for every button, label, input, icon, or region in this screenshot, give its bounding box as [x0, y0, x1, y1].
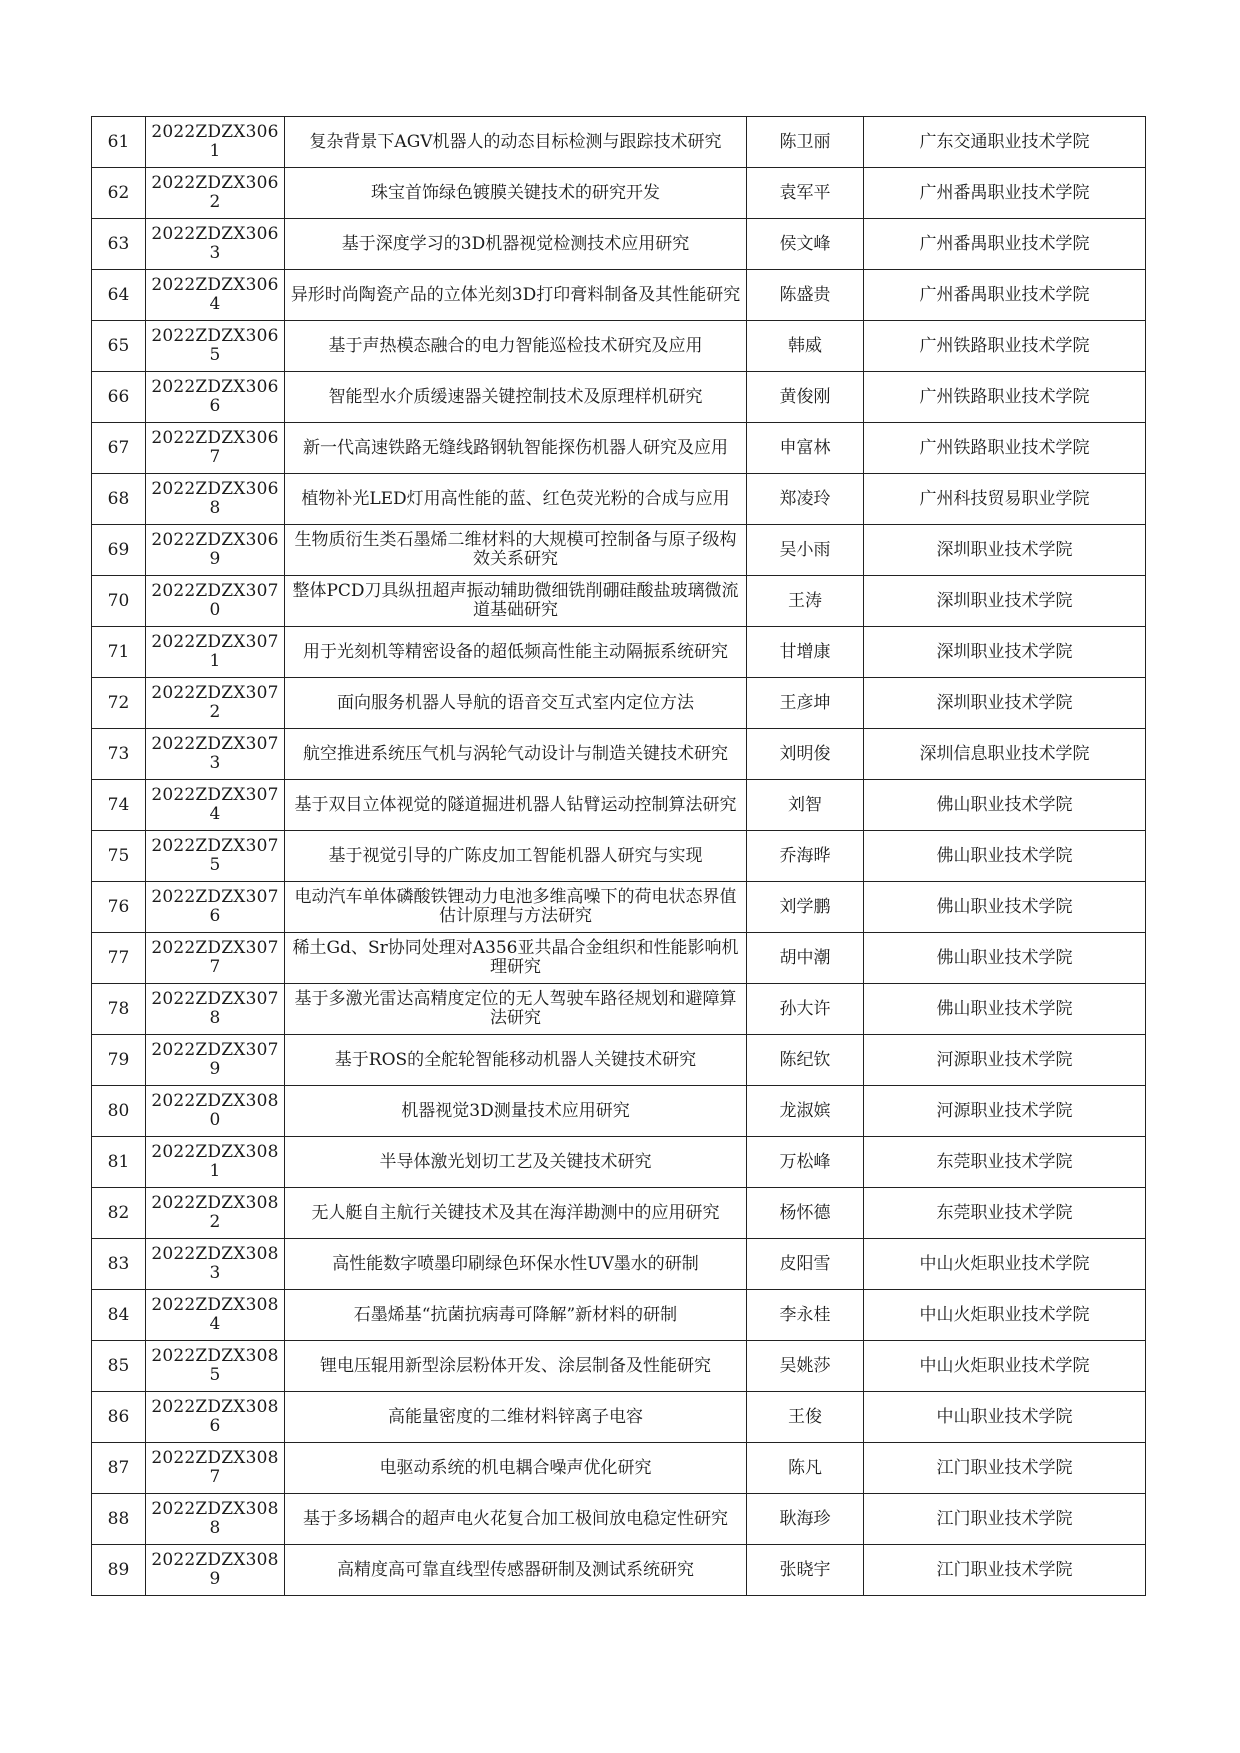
project-leader-cell: 刘智: [747, 780, 864, 831]
project-leader-cell: 孙大许: [747, 984, 864, 1035]
project-code-cell: 2022ZDZX3088: [146, 1494, 285, 1545]
table-row: [92, 1545, 1146, 1596]
institution-cell: 中山职业技术学院: [864, 1392, 1146, 1443]
institution-cell: 广州科技贸易职业学院: [864, 474, 1146, 525]
project-code-cell: 2022ZDZX3084: [146, 1290, 285, 1341]
institution-cell: 广州番禺职业技术学院: [864, 219, 1146, 270]
institution-cell: 东莞职业技术学院: [864, 1137, 1146, 1188]
table-row: [92, 1239, 1146, 1290]
table-row: [92, 984, 1146, 1035]
project-leader-cell: 陈凡: [747, 1443, 864, 1494]
project-leader-cell: 王俊: [747, 1392, 864, 1443]
institution-cell: 河源职业技术学院: [864, 1035, 1146, 1086]
project-title-cell: 电驱动系统的机电耦合噪声优化研究: [285, 1443, 747, 1494]
serial-number-cell: 75: [92, 831, 146, 882]
institution-cell: 深圳信息职业技术学院: [864, 729, 1146, 780]
project-title-cell: 植物补光LED灯用高性能的蓝、红色荧光粉的合成与应用: [285, 474, 747, 525]
table-row: [92, 1290, 1146, 1341]
serial-number-cell: 88: [92, 1494, 146, 1545]
project-title-cell: 机器视觉3D测量技术应用研究: [285, 1086, 747, 1137]
table-row: [92, 270, 1146, 321]
project-code-cell: 2022ZDZX3087: [146, 1443, 285, 1494]
serial-number-cell: 70: [92, 576, 146, 627]
table-row: [92, 423, 1146, 474]
project-leader-cell: 龙淑嫔: [747, 1086, 864, 1137]
institution-cell: 佛山职业技术学院: [864, 933, 1146, 984]
project-leader-cell: 王涛: [747, 576, 864, 627]
table-row: [92, 1035, 1146, 1086]
serial-number-cell: 77: [92, 933, 146, 984]
table-row: [92, 882, 1146, 933]
project-title-cell: 锂电压辊用新型涂层粉体开发、涂层制备及性能研究: [285, 1341, 747, 1392]
table-row: [92, 474, 1146, 525]
institution-cell: 佛山职业技术学院: [864, 984, 1146, 1035]
table-row: [92, 678, 1146, 729]
serial-number-cell: 66: [92, 372, 146, 423]
serial-number-cell: 79: [92, 1035, 146, 1086]
project-title-cell: 基于深度学习的3D机器视觉检测技术应用研究: [285, 219, 747, 270]
project-title-cell: 基于视觉引导的广陈皮加工智能机器人研究与实现: [285, 831, 747, 882]
serial-number-cell: 81: [92, 1137, 146, 1188]
project-code-cell: 2022ZDZX3065: [146, 321, 285, 372]
institution-cell: 深圳职业技术学院: [864, 576, 1146, 627]
serial-number-cell: 74: [92, 780, 146, 831]
table-row: [92, 219, 1146, 270]
project-leader-cell: 刘学鹏: [747, 882, 864, 933]
serial-number-cell: 84: [92, 1290, 146, 1341]
project-title-cell: 复杂背景下AGV机器人的动态目标检测与跟踪技术研究: [285, 117, 747, 168]
project-title-cell: 基于声热模态融合的电力智能巡检技术研究及应用: [285, 321, 747, 372]
project-code-cell: 2022ZDZX3085: [146, 1341, 285, 1392]
project-leader-cell: 陈盛贵: [747, 270, 864, 321]
institution-cell: 深圳职业技术学院: [864, 525, 1146, 576]
project-title-cell: 面向服务机器人导航的语音交互式室内定位方法: [285, 678, 747, 729]
project-leader-cell: 韩威: [747, 321, 864, 372]
institution-cell: 广州铁路职业技术学院: [864, 423, 1146, 474]
project-leader-cell: 耿海珍: [747, 1494, 864, 1545]
serial-number-cell: 69: [92, 525, 146, 576]
project-leader-cell: 吴小雨: [747, 525, 864, 576]
project-leader-cell: 黄俊刚: [747, 372, 864, 423]
project-code-cell: 2022ZDZX3078: [146, 984, 285, 1035]
institution-cell: 广州铁路职业技术学院: [864, 372, 1146, 423]
project-leader-cell: 皮阳雪: [747, 1239, 864, 1290]
project-code-cell: 2022ZDZX3063: [146, 219, 285, 270]
project-table-body: [92, 117, 1146, 1596]
project-title-cell: 异形时尚陶瓷产品的立体光刻3D打印膏料制备及其性能研究: [285, 270, 747, 321]
institution-cell: 河源职业技术学院: [864, 1086, 1146, 1137]
table-row: [92, 525, 1146, 576]
institution-cell: 广州番禺职业技术学院: [864, 270, 1146, 321]
project-title-cell: 珠宝首饰绿色镀膜关键技术的研究开发: [285, 168, 747, 219]
institution-cell: 江门职业技术学院: [864, 1443, 1146, 1494]
institution-cell: 东莞职业技术学院: [864, 1188, 1146, 1239]
institution-cell: 深圳职业技术学院: [864, 678, 1146, 729]
table-row: [92, 1086, 1146, 1137]
project-title-cell: 半导体激光划切工艺及关键技术研究: [285, 1137, 747, 1188]
table-row: [92, 1494, 1146, 1545]
serial-number-cell: 63: [92, 219, 146, 270]
project-leader-cell: 侯文峰: [747, 219, 864, 270]
table-row: [92, 933, 1146, 984]
serial-number-cell: 80: [92, 1086, 146, 1137]
project-leader-cell: 吴姚莎: [747, 1341, 864, 1392]
table-row: [92, 1443, 1146, 1494]
project-code-cell: 2022ZDZX3076: [146, 882, 285, 933]
project-leader-cell: 申富林: [747, 423, 864, 474]
serial-number-cell: 71: [92, 627, 146, 678]
institution-cell: 深圳职业技术学院: [864, 627, 1146, 678]
project-title-cell: 生物质衍生类石墨烯二维材料的大规模可控制备与原子级构效关系研究: [285, 525, 747, 576]
project-code-cell: 2022ZDZX3066: [146, 372, 285, 423]
project-title-cell: 基于ROS的全舵轮智能移动机器人关键技术研究: [285, 1035, 747, 1086]
project-code-cell: 2022ZDZX3069: [146, 525, 285, 576]
document-page: [91, 116, 1145, 1596]
project-title-cell: 基于双目立体视觉的隧道掘进机器人钻臂运动控制算法研究: [285, 780, 747, 831]
project-title-cell: 基于多场耦合的超声电火花复合加工极间放电稳定性研究: [285, 1494, 747, 1545]
project-code-cell: 2022ZDZX3086: [146, 1392, 285, 1443]
project-code-cell: 2022ZDZX3074: [146, 780, 285, 831]
project-code-cell: 2022ZDZX3077: [146, 933, 285, 984]
project-code-cell: 2022ZDZX3075: [146, 831, 285, 882]
table-row: [92, 1137, 1146, 1188]
project-code-cell: 2022ZDZX3061: [146, 117, 285, 168]
serial-number-cell: 86: [92, 1392, 146, 1443]
project-title-cell: 智能型水介质缓速器关键控制技术及原理样机研究: [285, 372, 747, 423]
serial-number-cell: 78: [92, 984, 146, 1035]
serial-number-cell: 67: [92, 423, 146, 474]
project-code-cell: 2022ZDZX3079: [146, 1035, 285, 1086]
institution-cell: 广州番禺职业技术学院: [864, 168, 1146, 219]
table-row: [92, 372, 1146, 423]
serial-number-cell: 72: [92, 678, 146, 729]
institution-cell: 佛山职业技术学院: [864, 831, 1146, 882]
institution-cell: 江门职业技术学院: [864, 1545, 1146, 1596]
project-code-cell: 2022ZDZX3071: [146, 627, 285, 678]
project-code-cell: 2022ZDZX3062: [146, 168, 285, 219]
table-row: [92, 576, 1146, 627]
project-code-cell: 2022ZDZX3081: [146, 1137, 285, 1188]
institution-cell: 中山火炬职业技术学院: [864, 1290, 1146, 1341]
project-code-cell: 2022ZDZX3082: [146, 1188, 285, 1239]
project-title-cell: 电动汽车单体磷酸铁锂动力电池多维高噪下的荷电状态界值估计原理与方法研究: [285, 882, 747, 933]
project-code-cell: 2022ZDZX3080: [146, 1086, 285, 1137]
institution-cell: 中山火炬职业技术学院: [864, 1341, 1146, 1392]
project-code-cell: 2022ZDZX3070: [146, 576, 285, 627]
project-code-cell: 2022ZDZX3068: [146, 474, 285, 525]
table-row: [92, 1341, 1146, 1392]
institution-cell: 广东交通职业技术学院: [864, 117, 1146, 168]
serial-number-cell: 89: [92, 1545, 146, 1596]
table-row: [92, 168, 1146, 219]
project-leader-cell: 张晓宇: [747, 1545, 864, 1596]
project-code-cell: 2022ZDZX3067: [146, 423, 285, 474]
serial-number-cell: 61: [92, 117, 146, 168]
project-title-cell: 高精度高可靠直线型传感器研制及测试系统研究: [285, 1545, 747, 1596]
project-code-cell: 2022ZDZX3072: [146, 678, 285, 729]
project-leader-cell: 甘增康: [747, 627, 864, 678]
project-leader-cell: 万松峰: [747, 1137, 864, 1188]
project-code-cell: 2022ZDZX3083: [146, 1239, 285, 1290]
serial-number-cell: 87: [92, 1443, 146, 1494]
project-leader-cell: 胡中潮: [747, 933, 864, 984]
table-row: [92, 1392, 1146, 1443]
project-leader-cell: 陈纪钦: [747, 1035, 864, 1086]
institution-cell: 中山火炬职业技术学院: [864, 1239, 1146, 1290]
serial-number-cell: 82: [92, 1188, 146, 1239]
project-title-cell: 新一代高速铁路无缝线路钢轨智能探伤机器人研究及应用: [285, 423, 747, 474]
serial-number-cell: 68: [92, 474, 146, 525]
project-title-cell: 无人艇自主航行关键技术及其在海洋勘测中的应用研究: [285, 1188, 747, 1239]
project-title-cell: 整体PCD刀具纵扭超声振动辅助微细铣削硼硅酸盐玻璃微流道基础研究: [285, 576, 747, 627]
institution-cell: 佛山职业技术学院: [864, 882, 1146, 933]
serial-number-cell: 76: [92, 882, 146, 933]
institution-cell: 广州铁路职业技术学院: [864, 321, 1146, 372]
project-title-cell: 高能量密度的二维材料锌离子电容: [285, 1392, 747, 1443]
table-row: [92, 780, 1146, 831]
serial-number-cell: 62: [92, 168, 146, 219]
table-row: [92, 627, 1146, 678]
institution-cell: 佛山职业技术学院: [864, 780, 1146, 831]
table-row: [92, 729, 1146, 780]
project-leader-cell: 王彦坤: [747, 678, 864, 729]
table-row: [92, 117, 1146, 168]
project-leader-cell: 乔海晔: [747, 831, 864, 882]
project-leader-cell: 袁军平: [747, 168, 864, 219]
serial-number-cell: 73: [92, 729, 146, 780]
project-title-cell: 用于光刻机等精密设备的超低频高性能主动隔振系统研究: [285, 627, 747, 678]
table-row: [92, 321, 1146, 372]
project-leader-cell: 陈卫丽: [747, 117, 864, 168]
project-title-cell: 航空推进系统压气机与涡轮气动设计与制造关键技术研究: [285, 729, 747, 780]
project-title-cell: 高性能数字喷墨印刷绿色环保水性UV墨水的研制: [285, 1239, 747, 1290]
project-leader-cell: 杨怀德: [747, 1188, 864, 1239]
project-title-cell: 基于多激光雷达高精度定位的无人驾驶车路径规划和避障算法研究: [285, 984, 747, 1035]
project-title-cell: 稀土Gd、Sr协同处理对A356亚共晶合金组织和性能影响机理研究: [285, 933, 747, 984]
table-row: [92, 1188, 1146, 1239]
project-table: [91, 116, 1146, 1596]
project-code-cell: 2022ZDZX3073: [146, 729, 285, 780]
project-code-cell: 2022ZDZX3089: [146, 1545, 285, 1596]
table-row: [92, 831, 1146, 882]
serial-number-cell: 65: [92, 321, 146, 372]
serial-number-cell: 85: [92, 1341, 146, 1392]
serial-number-cell: 83: [92, 1239, 146, 1290]
project-leader-cell: 郑凌玲: [747, 474, 864, 525]
project-leader-cell: 李永桂: [747, 1290, 864, 1341]
project-code-cell: 2022ZDZX3064: [146, 270, 285, 321]
project-title-cell: 石墨烯基“抗菌抗病毒可降解”新材料的研制: [285, 1290, 747, 1341]
institution-cell: 江门职业技术学院: [864, 1494, 1146, 1545]
serial-number-cell: 64: [92, 270, 146, 321]
project-leader-cell: 刘明俊: [747, 729, 864, 780]
